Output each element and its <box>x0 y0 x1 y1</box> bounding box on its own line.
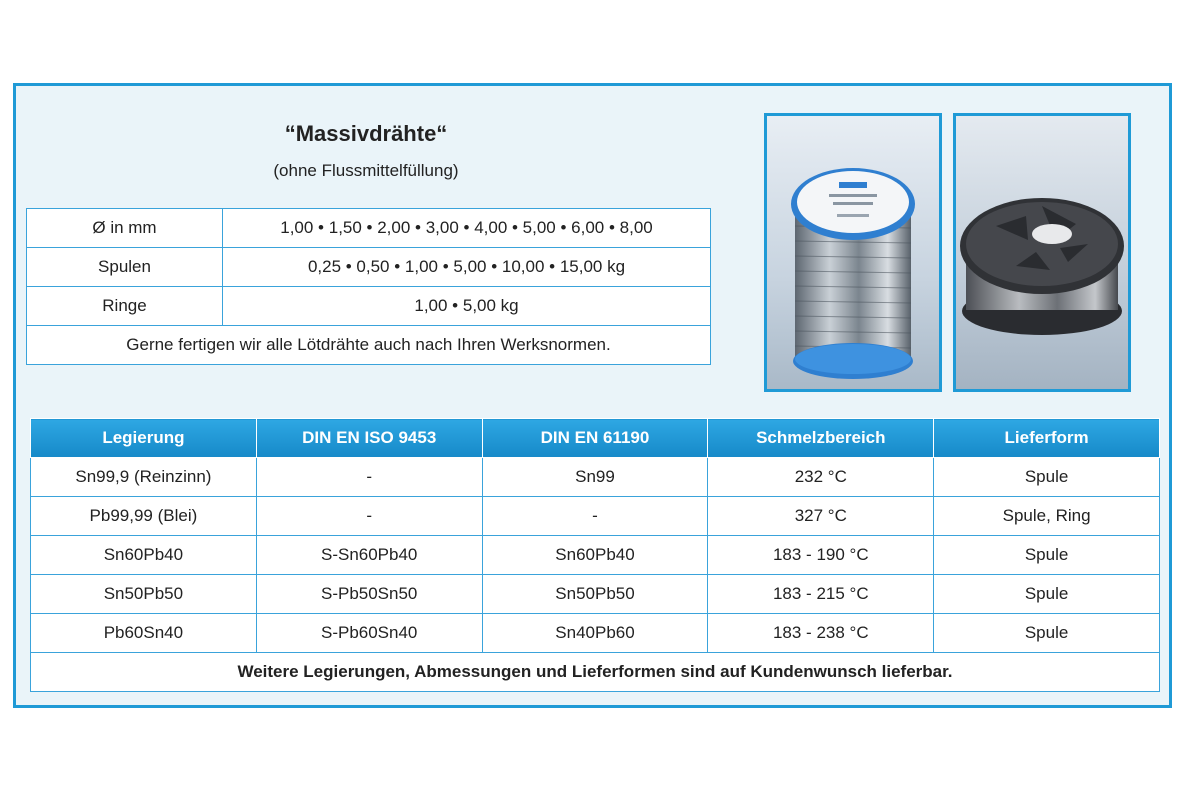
table-row <box>27 287 711 326</box>
table-footer-row <box>31 653 1160 692</box>
spec-value: 0,25 • 0,50 • 1,00 • 5,00 • 10,00 • 15,00 kg <box>223 248 711 287</box>
wire-spool-side-image <box>956 116 1128 389</box>
iso-cell: S-Sn60Pb40 <box>256 536 482 575</box>
column-header: Legierung <box>31 419 257 458</box>
melting-cell: 183 - 190 °C <box>708 536 934 575</box>
alloy-cell: Pb99,99 (Blei) <box>31 497 257 536</box>
alloy-cell: Pb60Sn40 <box>31 614 257 653</box>
column-header: DIN EN 61190 <box>482 419 708 458</box>
table-row <box>27 209 711 248</box>
delivery-cell: Spule <box>934 575 1160 614</box>
wire-spool-image <box>767 116 939 389</box>
column-header: DIN EN ISO 9453 <box>256 419 482 458</box>
en-cell: Sn60Pb40 <box>482 536 708 575</box>
table-row <box>31 458 1160 497</box>
column-header: Lieferform <box>934 419 1160 458</box>
spec-note: Gerne fertigen wir alle Lötdrähte auch nach Ihren Werksnormen. <box>27 326 711 365</box>
spec-value: 1,00 • 1,50 • 2,00 • 3,00 • 4,00 • 5,00 • 6,00 • 8,00 <box>223 209 711 248</box>
iso-cell: S-Pb50Sn50 <box>256 575 482 614</box>
en-cell: Sn99 <box>482 458 708 497</box>
spec-label: Spulen <box>27 248 223 287</box>
page-subtitle: (ohne Flussmittelfüllung) <box>273 161 459 180</box>
melting-cell: 183 - 215 °C <box>708 575 934 614</box>
spec-value: 1,00 • 5,00 kg <box>223 287 711 326</box>
en-cell: Sn40Pb60 <box>482 614 708 653</box>
page-title: “Massivdrähte“ <box>284 121 448 146</box>
delivery-cell: Spule <box>934 458 1160 497</box>
table-header-row <box>31 419 1160 458</box>
product-panel <box>13 83 1172 708</box>
iso-cell: - <box>256 458 482 497</box>
table-row <box>27 326 711 365</box>
iso-cell: S-Pb60Sn40 <box>256 614 482 653</box>
table-row <box>31 536 1160 575</box>
delivery-cell: Spule <box>934 536 1160 575</box>
melting-cell: 232 °C <box>708 458 934 497</box>
melting-cell: 183 - 238 °C <box>708 614 934 653</box>
table-row <box>31 497 1160 536</box>
spec-table <box>26 208 711 365</box>
spool-photo-front <box>764 113 942 392</box>
alloy-cell: Sn50Pb50 <box>31 575 257 614</box>
table-footer-note: Weitere Legierungen, Abmessungen und Lieferformen sind auf Kundenwunsch lieferbar. <box>31 653 1160 692</box>
table-row <box>31 575 1160 614</box>
delivery-cell: Spule, Ring <box>934 497 1160 536</box>
spool-photo-side <box>953 113 1131 392</box>
table-row <box>31 614 1160 653</box>
en-cell: Sn50Pb50 <box>482 575 708 614</box>
melting-cell: 327 °C <box>708 497 934 536</box>
spec-label: Ringe <box>27 287 223 326</box>
spec-label: Ø in mm <box>27 209 223 248</box>
iso-cell: - <box>256 497 482 536</box>
delivery-cell: Spule <box>934 614 1160 653</box>
column-header: Schmelzbereich <box>708 419 934 458</box>
alloy-table <box>30 418 1160 692</box>
alloy-cell: Sn60Pb40 <box>31 536 257 575</box>
alloy-cell: Sn99,9 (Reinzinn) <box>31 458 257 497</box>
en-cell: - <box>482 497 708 536</box>
table-row <box>27 248 711 287</box>
